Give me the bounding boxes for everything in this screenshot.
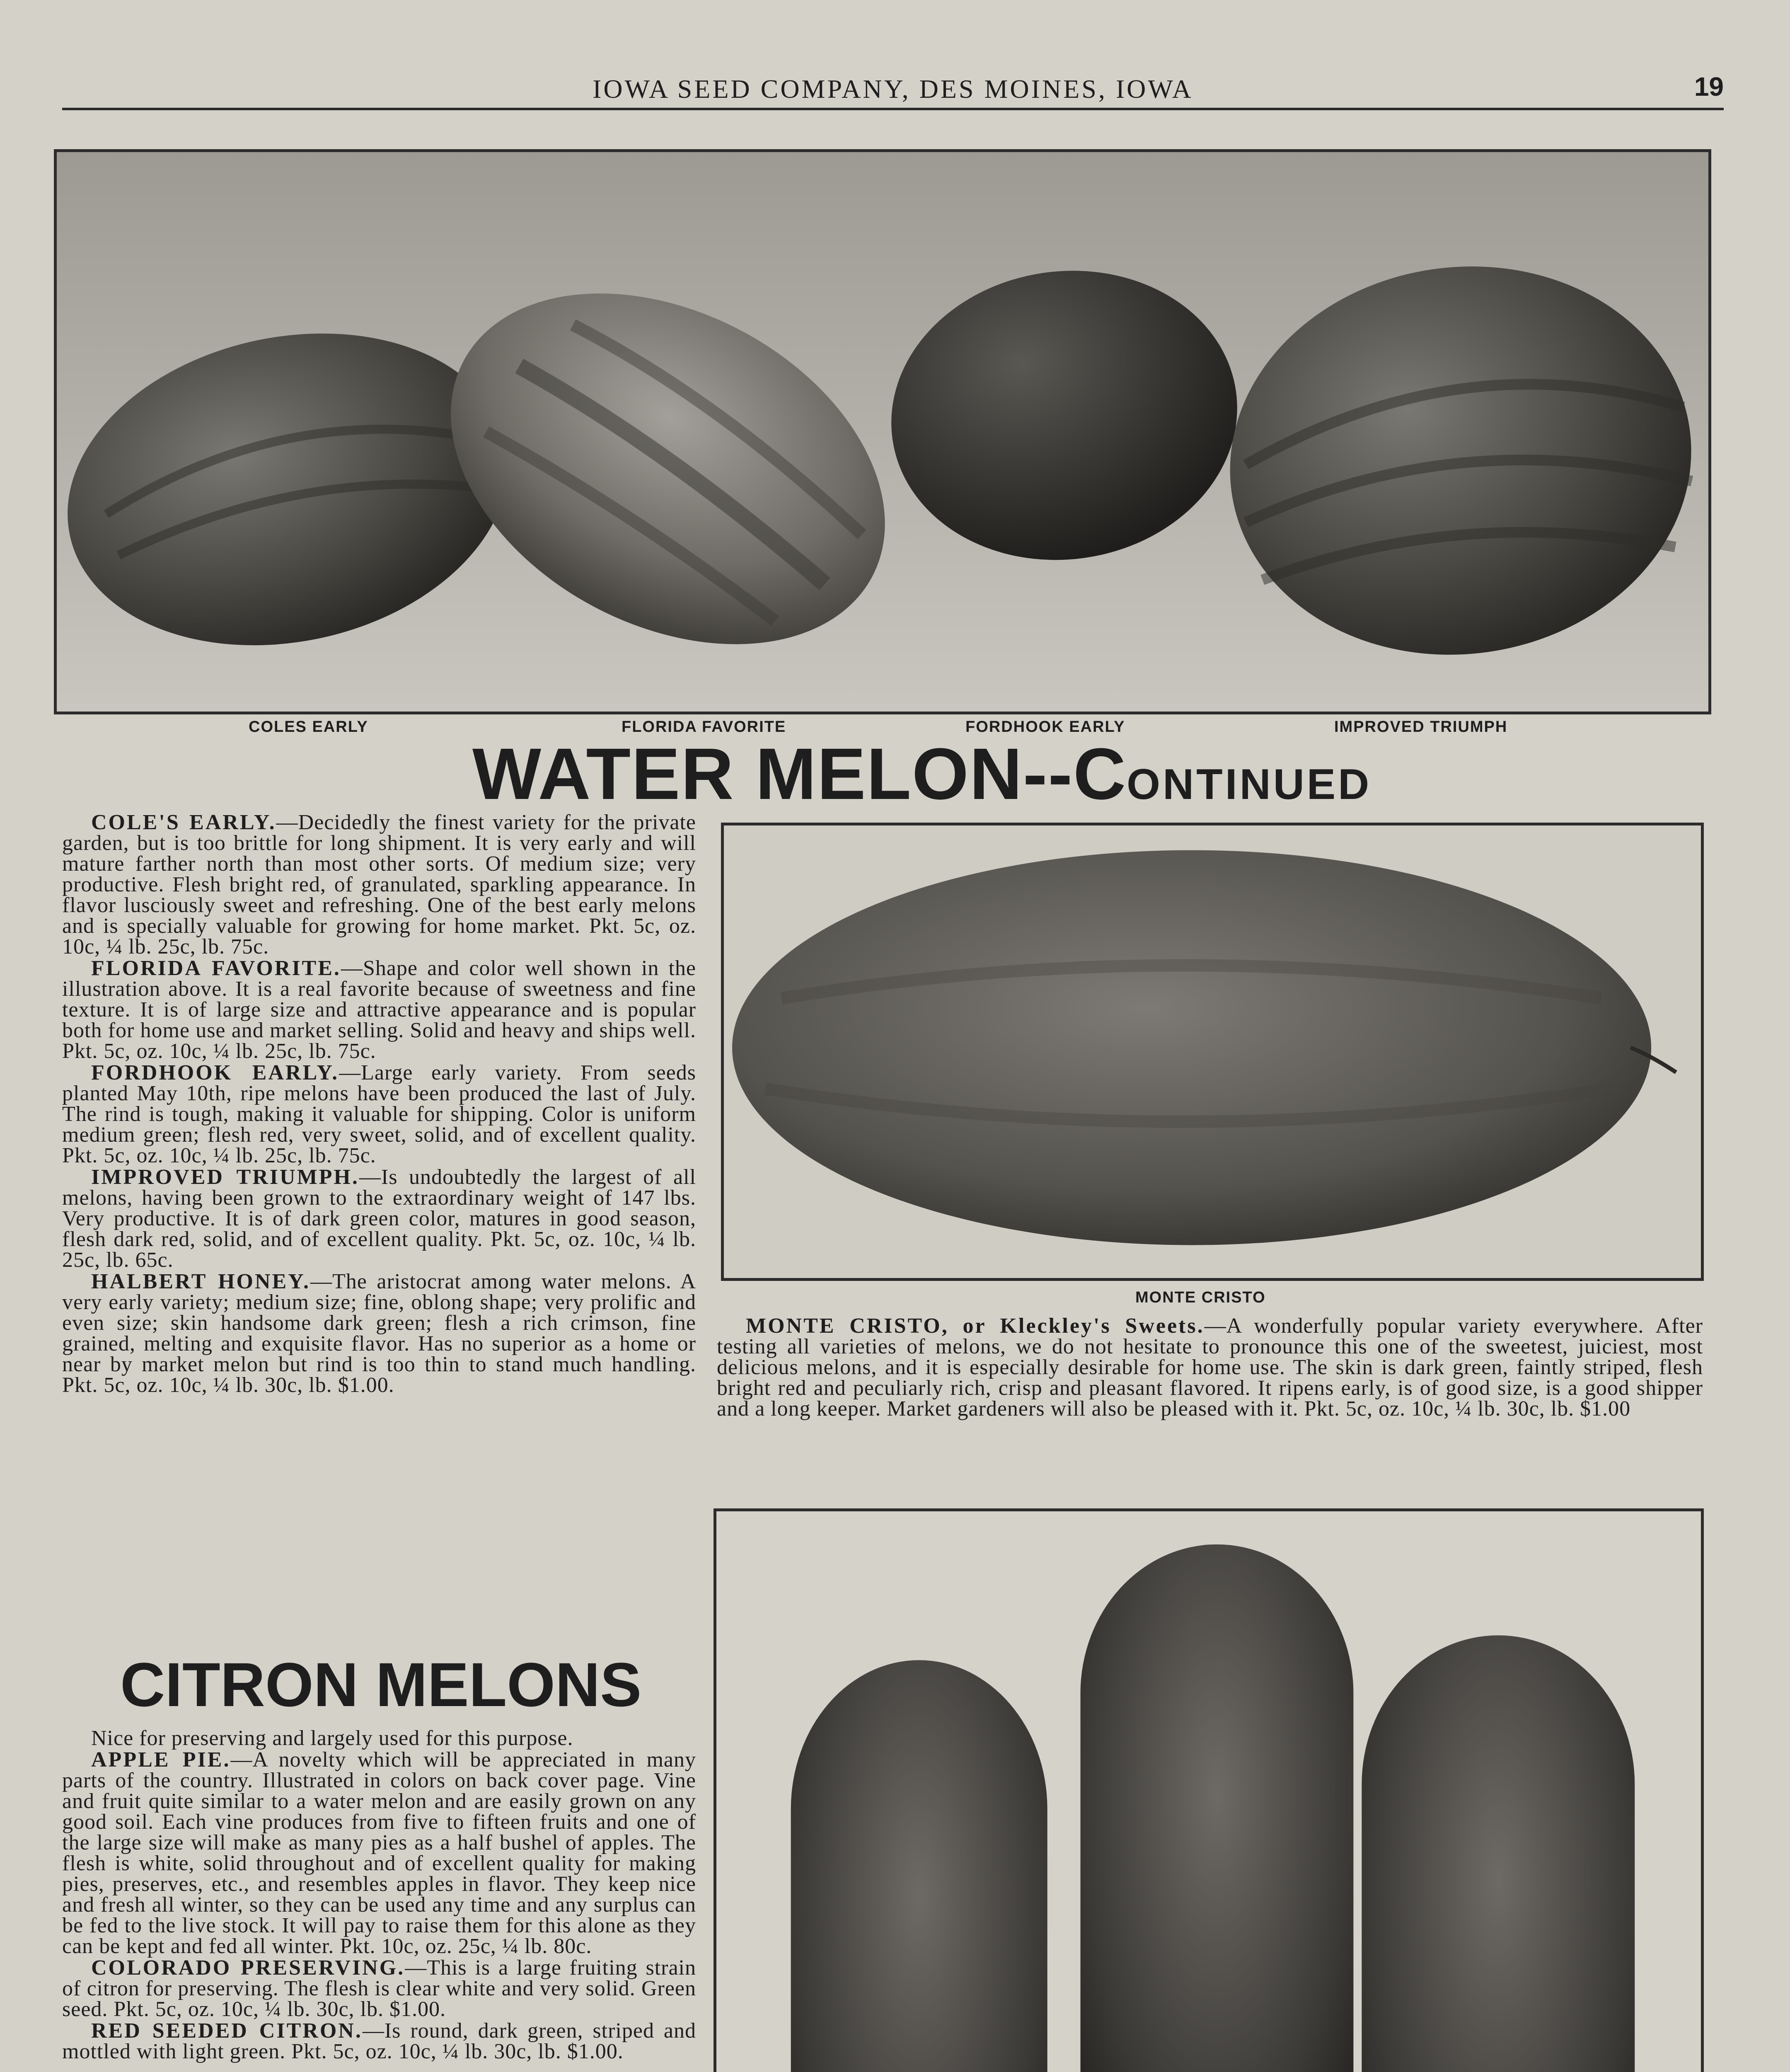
variety-entry [62,812,696,957]
variety-description: —This is a large fruiting strain of citron for preserving. The flesh is clear white and very solid. Green seed. Pkt. 5c, oz. 10c, ¼ lb. 30c, lb. $1.00. [62,1956,696,2021]
citron-intro: Nice for preserving and largely used for this purpose. [91,1726,573,1750]
variety-name: HALBERT HONEY. [91,1270,310,1293]
top-melon-photo [54,149,1711,714]
variety-name: COLE'S EARLY. [91,811,276,834]
halbert-melon-left [791,1660,1047,2072]
halbert-melon-center [1081,1544,1354,2072]
variety-name: APPLE PIE. [91,1748,231,1772]
variety-name: FLORIDA FAVORITE. [91,956,341,980]
watermelon-variety-column [62,812,696,1397]
halbert-melon-right [1362,1635,1635,2072]
variety-description: —Is undoubtedly the largest of all melons, having been grown to the extraordinary weight of 147 lbs. Very productive. It is of dark green color, matures in good season, flesh dark red, solid, and of excellent quality. Pkt. 5c, oz. 10c, ¼ lb. 25c, lb. 65c. [62,1165,697,1272]
variety-name: FORDHOOK EARLY. [91,1061,339,1084]
caption-monte-cristo: MONTE CRISTO [1135,1289,1266,1306]
variety-entry [62,958,696,1062]
variety-description: —A wonderfully popular variety everywhere. After testing all varieties of melons, we do not hesitate to pronounce this one of the sweetest, juiciest, most delicious melons, and it is especially desirable for home use. The skin is dark green, faintly striped, flesh bright red and peculiarly rich, crisp and pleasant flavored. It ripens early, is of good size, is a good shipper and a long keeper. Market gardeners will also be pleased with it. Pkt. 5c, oz. 10c, ¼ lb. 30c, lb. $1.00 [717,1314,1703,1421]
variety-name: MONTE CRISTO, or Kleckley's Sweets. [746,1314,1205,1338]
variety-entry [62,2021,696,2062]
variety-entry [62,1958,696,2020]
caption-florida-favorite: FLORIDA FAVORITE [622,718,786,736]
watermelon-heading-main: WATER MELON--C [472,733,1127,815]
variety-description: —A novelty which will be appreciated in many parts of the country. Illustrated in colors on back cover page. Vine and fruit quite similar to a water melon and are easily grown on any good soil. Each vine produces from five to fifteen fruits and one of the large size will make as many pies as a half bushel of apples. The flesh is white, solid throughout and of excellent quality for making pies, preserves, etc., and resembles apples in flavor. They keep nice and fresh all winter, so they can be used any time and any surplus can be fed to the live stock. It will pay to raise them for this alone as they can be kept and fed all winter. Pkt. 10c, oz. 25c, ¼ lb. 80c. [62,1748,696,1958]
caption-fordhook-early: FORDHOOK EARLY [965,718,1125,736]
caption-coles-early: COLES EARLY [249,718,368,736]
halbert-honey-illustration [716,1511,1701,2072]
watermelon-heading-continued: ONTINUED [1127,760,1372,808]
running-head-title: IOWA SEED COMPANY, DES MOINES, IOWA [593,74,1193,104]
variety-entry [62,1750,696,1957]
variety-description: —Is round, dark green, striped and mottled with light green. Pkt. 5c, oz. 10c, ¼ lb. 30c, lb. $1.00. [62,2019,696,2063]
caption-improved-triumph: IMPROVED TRIUMPH [1334,718,1508,736]
page-number: 19 [1694,72,1724,102]
variety-description: —The aristocrat among water melons. A very early variety; medium size; fine, oblong shape; very prolific and even size; skin handsome dark green; flesh a rich crimson, fine grained, melting and exquisite flavor. Has no superior as a home or near by market melon but rind is too thin to stand much handling. Pkt. 5c, oz. 10c, ¼ lb. 30c, lb. $1.00. [62,1270,696,1397]
halbert-honey-photo [714,1508,1704,2072]
variety-entry [62,1271,696,1396]
citron-column [62,1728,696,2063]
variety-name: IMPROVED TRIUMPH. [91,1165,359,1189]
variety-name: RED SEEDED CITRON. [91,2019,363,2043]
monte-cristo-illustration [724,825,1701,1278]
variety-description: —Decidedly the finest variety for the private garden, but is too brittle for long shipment. It is very early and will mature farther north than most other sorts. Of medium size; very productive. Flesh bright red, of granulated, sparkling appearance. In flavor lusciously sweet and refreshing. One of the best early melons and is specially valuable for growing for home market. Pkt. 5c, oz. 10c, ¼ lb. 25c, lb. 75c. [62,811,696,959]
variety-name: COLORADO PRESERVING. [91,1956,405,1980]
variety-entry [62,1167,696,1271]
running-head [62,70,1724,110]
variety-entry [62,1063,696,1166]
variety-entry [717,1316,1703,1419]
citron-melons-heading: CITRON MELONS [120,1650,642,1719]
watermelon-heading [472,733,1372,815]
monte-cristo-description [717,1316,1703,1420]
variety-description: —Large early variety. From seeds planted May 10th, ripe melons have been produced the last of July. The rind is tough, making it valuable for shipping. Color is uniform medium green; flesh red, very sweet, solid, and of excellent quality. Pkt. 5c, oz. 10c, ¼ lb. 25c, lb. 75c. [62,1061,696,1167]
monte-cristo-photo [721,823,1704,1281]
variety-description: —Shape and color well shown in the illustration above. It is a real favorite because of sweetness and fine texture. It is of large size and attractive appearance and is popular both for home use and market selling. Solid and heavy and ships well. Pkt. 5c, oz. 10c, ¼ lb. 25c, lb. 75c. [62,956,696,1063]
four-melons-illustration [57,152,1708,712]
